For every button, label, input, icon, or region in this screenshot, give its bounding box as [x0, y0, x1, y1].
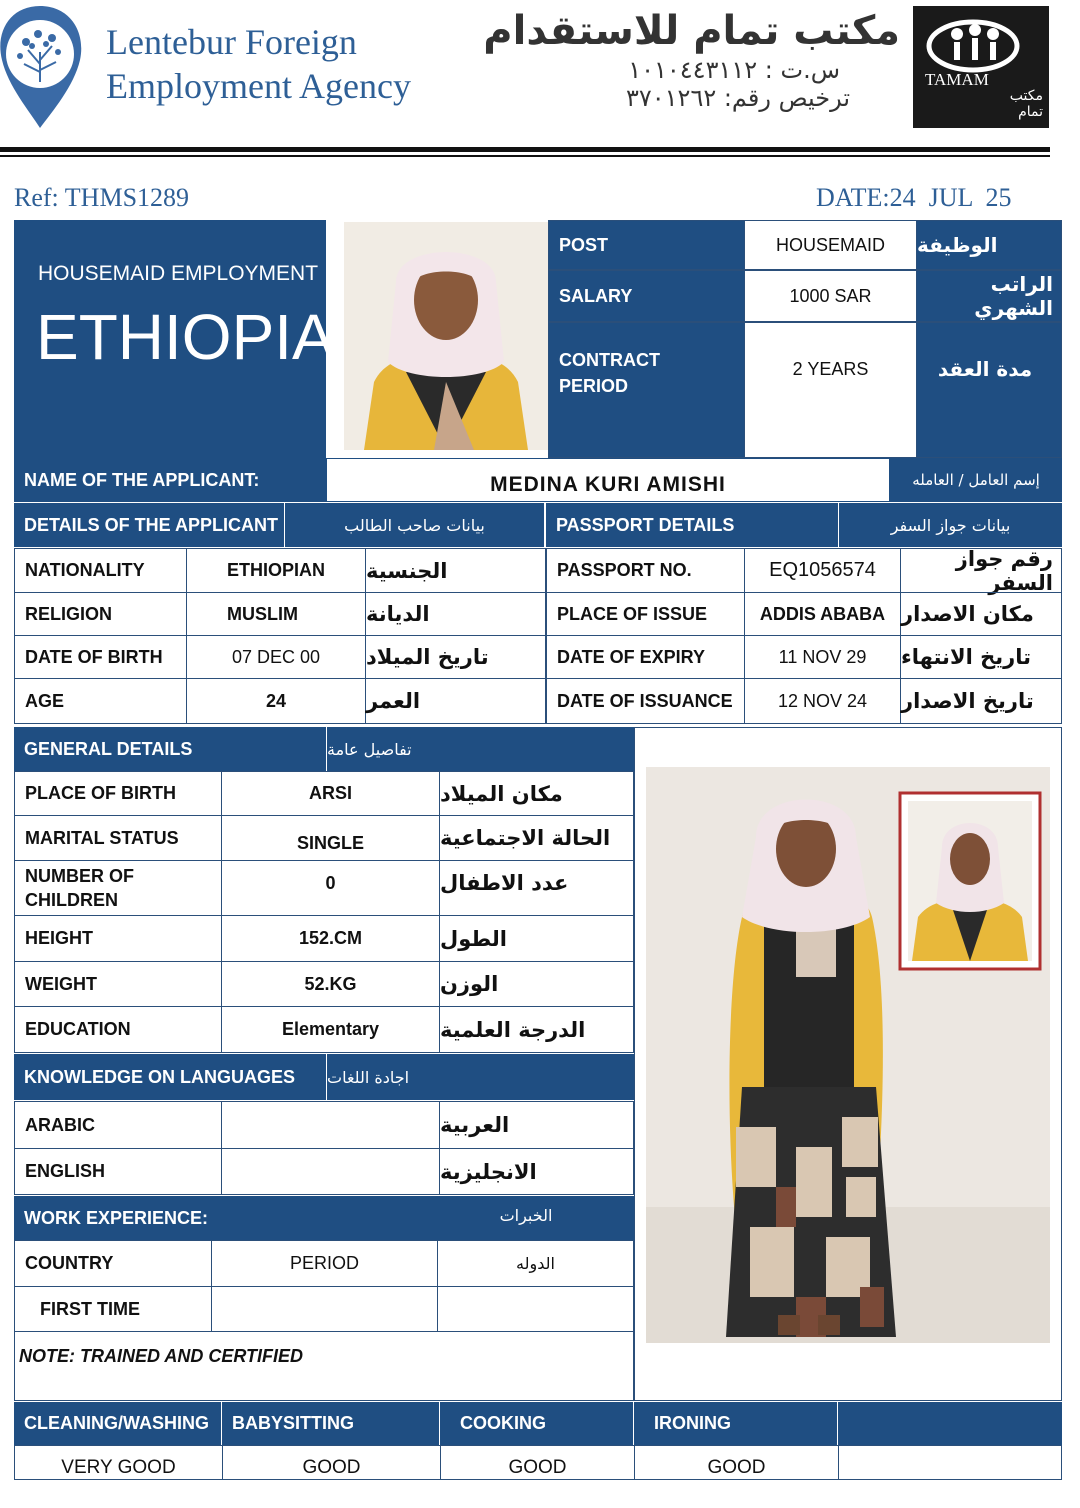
general-table — [14, 771, 634, 1053]
english-label: ENGLISH — [14, 1148, 222, 1195]
children-label: NUMBER OF CHILDREN — [14, 860, 222, 916]
dob-label: DATE OF BIRTH — [14, 635, 187, 679]
job-info-table — [548, 220, 1062, 458]
dob-value: 07 DEC 00 — [186, 635, 366, 679]
languages-header: KNOWLEDGE ON LANGUAGES — [14, 1054, 326, 1100]
title-panel — [14, 220, 335, 458]
first-time-country — [437, 1286, 634, 1332]
arabic-ar: العربية — [439, 1101, 634, 1149]
weight-label: WEIGHT — [14, 961, 222, 1007]
tamam-logo — [913, 6, 1049, 128]
title-country: ETHIOPIA — [36, 301, 335, 373]
arabic-cr-number: س.ت : ١٠١٠٤٤٣١١٢ — [628, 56, 840, 84]
issuance-ar: تاريخ الاصدار — [900, 678, 1062, 724]
details-table — [14, 548, 546, 724]
agency-name-line2: Employment Agency — [106, 66, 411, 106]
salary-label: SALARY — [548, 270, 745, 322]
expiry-ar: تاريخ الانتهاء — [900, 635, 1062, 679]
marital-status-value: SINGLE — [221, 815, 440, 861]
children-ar: عدد الاطفال — [439, 860, 634, 916]
height-label: HEIGHT — [14, 915, 222, 962]
passport-table — [546, 548, 1062, 724]
age-label: AGE — [14, 678, 187, 724]
note-text: NOTE: TRAINED AND CERTIFIED — [19, 1346, 304, 1366]
height-ar: الطول — [439, 915, 634, 962]
place-of-issue-value: ADDIS ABABA — [744, 592, 901, 636]
religion-label: RELIGION — [14, 592, 187, 636]
english-value — [221, 1148, 440, 1195]
work-header: WORK EXPERIENCE: — [14, 1196, 634, 1240]
salary-ar: الراتب الشهري — [916, 270, 1062, 322]
applicant-name-label: NAME OF THE APPLICANT: — [14, 458, 326, 502]
weight-ar: الوزن — [439, 961, 634, 1007]
issuance-label: DATE OF ISSUANCE — [546, 678, 745, 724]
passport-no-value: EQ1056574 — [744, 548, 901, 593]
arabic-license: ترخيص رقم: ٣٧٠١٢٦٢ — [625, 84, 850, 112]
header-divider-thick — [0, 147, 1050, 152]
contract-label: CONTRACT PERIOD — [548, 322, 745, 458]
languages-table — [14, 1101, 634, 1195]
nationality-ar: الجنسية — [365, 548, 546, 593]
salary-value: 1000 SAR — [744, 270, 917, 322]
skill-name-babysitting: BABYSITTING — [222, 1402, 440, 1445]
nationality-label: NATIONALITY — [14, 548, 187, 593]
work-country-ar: الدوله — [437, 1240, 634, 1287]
post-value: HOUSEMAID — [744, 220, 917, 270]
education-label: EDUCATION — [14, 1006, 222, 1053]
tamam-logo-ar: مكتب تمام — [1009, 88, 1043, 120]
religion-ar: الديانة — [365, 592, 546, 636]
work-header-ar: الخبرات — [499, 1206, 553, 1225]
applicant-name: MEDINA KURI AMISHI — [326, 458, 890, 502]
skill-level-ironing: GOOD — [634, 1445, 839, 1480]
note-box — [14, 1331, 634, 1401]
religion-value: MUSLIM — [186, 592, 366, 636]
weight-value: 52.KG — [221, 961, 440, 1007]
place-of-birth-label: PLACE OF BIRTH — [14, 771, 222, 816]
skill-level-babysitting: GOOD — [222, 1445, 441, 1480]
expiry-value: 11 NOV 29 — [744, 635, 901, 679]
arabic-label: ARABIC — [14, 1101, 222, 1149]
post-ar: الوظيفة — [916, 220, 1062, 270]
place-of-issue-label: PLACE OF ISSUE — [546, 592, 745, 636]
document-date: DATE:24 JUL 25 — [816, 183, 1012, 212]
post-label: POST — [548, 220, 745, 270]
agency-name-line1: Lentebur Foreign — [106, 22, 357, 62]
height-value: 152.CM — [221, 915, 440, 962]
place-of-birth-ar: مكان الميلاد — [439, 771, 634, 816]
details-header: DETAILS OF THE APPLICANT — [14, 503, 284, 547]
passport-header-ar: بيانات جواز السفر — [838, 503, 1062, 547]
tamam-logo-text: TAMAM — [925, 70, 989, 89]
work-table — [14, 1240, 634, 1332]
languages-header-ar: اجادة اللغات — [326, 1054, 634, 1100]
general-header: GENERAL DETAILS — [14, 727, 326, 771]
passport-header: PASSPORT DETAILS — [546, 503, 838, 547]
full-body-photo — [646, 767, 1050, 1343]
applicant-name-ar: إسم العامل / العامله — [890, 458, 1062, 502]
marital-status-ar: الحالة الاجتماعية — [439, 815, 634, 861]
english-ar: الانجليزية — [439, 1148, 634, 1195]
passport-no-ar: رقم جواز السفر — [900, 548, 1062, 593]
skill-name-empty — [838, 1402, 1062, 1445]
age-value: 24 — [186, 678, 366, 724]
reference-number: Ref: THMS1289 — [14, 183, 190, 212]
dob-ar: تاريخ الميلاد — [365, 635, 546, 679]
agency-logo — [0, 2, 88, 132]
passport-no-label: PASSPORT NO. — [546, 548, 745, 593]
general-header-ar: تفاصيل عامة — [326, 727, 634, 771]
nationality-value: ETHIOPIAN — [186, 548, 366, 593]
details-header-ar: بيانات صاحب الطالب — [284, 503, 544, 547]
work-country-label: COUNTRY — [14, 1240, 212, 1287]
portrait-photo — [344, 222, 548, 450]
expiry-label: DATE OF EXPIRY — [546, 635, 745, 679]
contract-value: 2 YEARS — [744, 322, 917, 458]
skill-name-cleaning: CLEANING/WASHING — [14, 1402, 222, 1445]
work-period-label: PERIOD — [211, 1240, 438, 1287]
skill-level-empty — [838, 1445, 1062, 1480]
agency-name — [106, 20, 466, 108]
skill-level-cooking: GOOD — [440, 1445, 635, 1480]
arabic-value — [221, 1101, 440, 1149]
children-value: 0 — [221, 860, 440, 916]
first-time-label: FIRST TIME — [14, 1286, 212, 1332]
header-divider-thin — [0, 155, 1050, 157]
skill-name-ironing: IRONING — [634, 1402, 838, 1445]
education-value: Elementary — [221, 1006, 440, 1053]
contract-ar: مدة العقد — [916, 322, 1062, 458]
skill-name-cooking: COOKING — [440, 1402, 634, 1445]
title-small: HOUSEMAID EMPLOYMENT — [38, 262, 319, 285]
skill-level-cleaning: VERY GOOD — [14, 1445, 223, 1480]
place-of-birth-value: ARSI — [221, 771, 440, 816]
arabic-office-name: مكتب تمام للاستقدام — [483, 8, 900, 54]
issuance-value: 12 NOV 24 — [744, 678, 901, 724]
first-time-period — [211, 1286, 438, 1332]
skills-table — [14, 1402, 1062, 1480]
place-of-issue-ar: مكان الاصدار — [900, 592, 1062, 636]
education-ar: الدرجة العلمية — [439, 1006, 634, 1053]
age-ar: العمر — [365, 678, 546, 724]
marital-status-label: MARITAL STATUS — [14, 815, 222, 861]
